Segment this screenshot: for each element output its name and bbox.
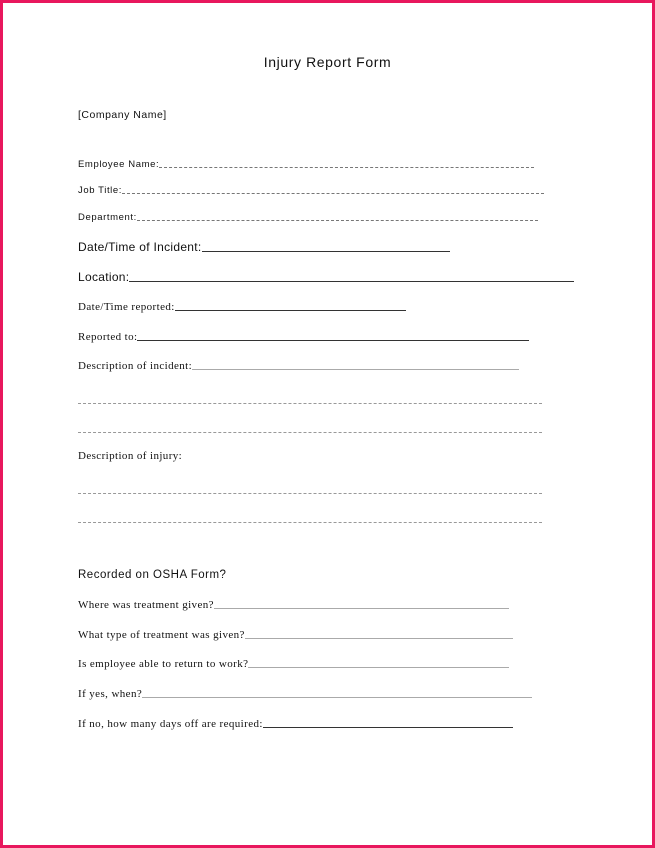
department-label: Department: <box>78 212 137 223</box>
department-line[interactable] <box>137 219 538 221</box>
reported-to-field[interactable] <box>78 331 529 343</box>
location-label: Location: <box>78 270 130 284</box>
location-line[interactable] <box>129 280 574 282</box>
type-treatment-field[interactable] <box>78 629 513 641</box>
job-title-line[interactable] <box>122 192 544 194</box>
employee-name-label: Employee Name: <box>78 159 160 170</box>
if-yes-label: If yes, when? <box>78 688 143 700</box>
type-treatment-label: What type of treatment was given? <box>78 629 245 641</box>
description-incident-line-2[interactable] <box>78 402 542 404</box>
where-treatment-line[interactable] <box>214 607 509 609</box>
location-field[interactable] <box>78 270 574 284</box>
company-name: [Company Name] <box>78 109 167 121</box>
osha-heading: Recorded on OSHA Form? <box>78 569 227 581</box>
if-no-label: If no, how many days off are required: <box>78 718 263 730</box>
employee-name-line[interactable] <box>159 166 534 168</box>
form-title: Injury Report Form <box>263 54 392 70</box>
department-field[interactable] <box>78 212 538 223</box>
date-time-reported-line[interactable] <box>175 309 406 311</box>
return-to-work-label: Is employee able to return to work? <box>78 658 249 670</box>
employee-name-field[interactable] <box>78 159 534 170</box>
description-injury-line-1[interactable] <box>78 492 542 494</box>
date-time-incident-line[interactable] <box>202 250 450 252</box>
description-injury-label: Description of injury: <box>78 450 183 462</box>
if-no-field[interactable] <box>78 718 513 730</box>
date-time-reported-field[interactable] <box>78 301 406 313</box>
if-yes-line[interactable] <box>142 696 532 698</box>
date-time-reported-label: Date/Time reported: <box>78 301 175 313</box>
return-to-work-field[interactable] <box>78 658 509 670</box>
description-injury-field <box>78 450 182 462</box>
description-incident-label: Description of incident: <box>78 360 193 372</box>
description-incident-field[interactable] <box>78 360 519 372</box>
if-no-line[interactable] <box>263 726 513 728</box>
date-time-incident-label: Date/Time of Incident: <box>78 240 202 254</box>
return-to-work-line[interactable] <box>248 666 509 668</box>
where-treatment-label: Where was treatment given? <box>78 599 214 611</box>
job-title-label: Job Title: <box>78 185 123 196</box>
job-title-field[interactable] <box>78 185 544 196</box>
description-injury-line-2[interactable] <box>78 521 542 523</box>
description-incident-line[interactable] <box>192 368 519 370</box>
date-time-incident-field[interactable] <box>78 240 450 254</box>
description-incident-line-3[interactable] <box>78 431 542 433</box>
if-yes-field[interactable] <box>78 688 532 700</box>
where-treatment-field[interactable] <box>78 599 509 611</box>
reported-to-label: Reported to: <box>78 331 138 343</box>
type-treatment-line[interactable] <box>245 637 513 639</box>
reported-to-line[interactable] <box>137 339 529 341</box>
